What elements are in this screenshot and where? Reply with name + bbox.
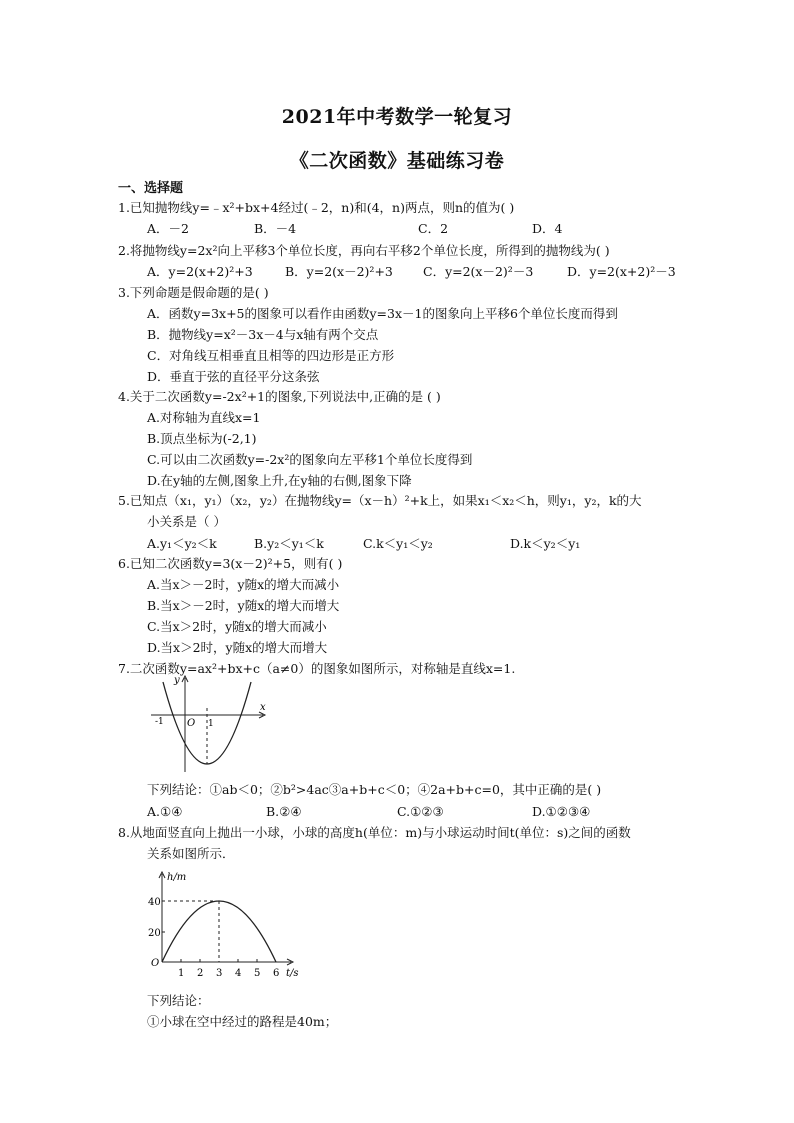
q2-stem: 2.将抛物线y=2x²向上平移3个单位长度，再向右平移2个单位长度，所得到的抛物线为( ) xyxy=(118,243,610,258)
q1-option-b: B．－4 xyxy=(254,221,297,236)
q6-option-c: C.当x＞2时，y随x的增大而减小 xyxy=(147,619,327,634)
q1-stem: 1.已知抛物线y=﹣x²+bx+4经过(﹣2，n)和(4，n)两点，则n的值为( ) xyxy=(118,200,515,215)
q7-origin-label: O xyxy=(187,718,196,729)
q6-option-b: B.当x＞－2时，y随x的增大而增大 xyxy=(147,598,340,613)
q8-y-label: h/m xyxy=(167,872,187,883)
q7-conclusion: 下列结论：①ab＜0；②b²>4ac③a+b+c＜0；④2a+b+c=0，其中正确的是( ) xyxy=(147,782,602,797)
q1-option-d: D．4 xyxy=(532,221,563,236)
q7-tick-1: 1 xyxy=(208,719,214,729)
q4-option-b: B.顶点坐标为(-2,1) xyxy=(147,431,257,446)
q7-parabola-figure xyxy=(143,672,273,776)
q7-option-a: A.①④ xyxy=(147,804,183,819)
q8-ytick-20: 20 xyxy=(148,928,161,939)
q8-conclusion-1: ①小球在空中经过的路程是40m； xyxy=(147,1014,338,1029)
q4-option-c: C.可以由二次函数y=-2x²的图象向左平移1个单位长度得到 xyxy=(147,452,473,467)
q7-stem: 7.二次函数y=ax²+bx+c（a≠0）的图象如图所示，对称轴是直线x=1. xyxy=(118,661,516,676)
q7-y-label: y xyxy=(174,675,180,686)
q6-option-d: D.当x＞2时，y随x的增大而增大 xyxy=(147,640,328,655)
q8-conclusion-title: 下列结论： xyxy=(147,993,210,1008)
q3-option-d: D．垂直于弦的直径平分这条弦 xyxy=(147,369,320,384)
q5-option-b: B.y₂＜y₁＜k xyxy=(254,536,324,551)
q8-xtick-4: 4 xyxy=(235,968,242,978)
q6-stem: 6.已知二次函数y=3(x－2)²+5，则有( ) xyxy=(118,556,343,571)
q8-xtick-5: 5 xyxy=(254,968,261,978)
q8-xtick-6: 6 xyxy=(273,968,280,978)
q8-height-time-figure xyxy=(145,866,305,978)
q8-stem-line1: 8.从地面竖直向上抛出一小球，小球的高度h(单位：m)与小球运动时间t(单位：s)之间的函数 xyxy=(118,825,631,840)
q3-stem: 3.下列命题是假命题的是( ) xyxy=(118,285,269,300)
q3-option-a: A．函数y=3x+5的图象可以看作由函数y=3x－1的图象向上平移6个单位长度而得到 xyxy=(147,306,618,321)
q1-option-a: A．－2 xyxy=(147,221,189,236)
q5-option-c: C.k＜y₁＜y₂ xyxy=(363,536,433,551)
q7-x-label: x xyxy=(260,702,266,713)
doc-title: 2021年中考数学一轮复习 xyxy=(281,106,513,128)
q4-stem: 4.关于二次函数y=-2x²+1的图象,下列说法中,正确的是 ( ) xyxy=(118,389,441,404)
q7-option-d: D.①②③④ xyxy=(532,804,591,819)
q8-xtick-1: 1 xyxy=(178,968,185,978)
q8-stem-line2: 关系如图所示． xyxy=(147,846,235,861)
q8-x-label: t/s xyxy=(286,968,299,978)
q2-option-a: A．y=2(x+2)²+3 xyxy=(147,264,253,279)
q7-option-b: B.②④ xyxy=(266,804,302,819)
q7-tick-neg1: -1 xyxy=(155,717,164,727)
q2-option-b: B．y=2(x－2)²+3 xyxy=(285,264,393,279)
q2-option-d: D．y=2(x+2)²－3 xyxy=(567,264,676,279)
q8-origin-label: O xyxy=(151,958,160,969)
q7-option-c: C.①②③ xyxy=(397,804,444,819)
q8-xtick-3: 3 xyxy=(216,968,223,978)
q1-option-c: C．2 xyxy=(418,221,449,236)
q8-xtick-2: 2 xyxy=(197,968,204,978)
q6-option-a: A.当x＞－2时，y随x的增大而减小 xyxy=(147,577,340,592)
q4-option-d: D.在y轴的左侧,图象上升,在y轴的右侧,图象下降 xyxy=(147,473,412,488)
q5-option-d: D.k＜y₂＜y₁ xyxy=(510,536,581,551)
q3-option-c: C．对角线互相垂直且相等的四边形是正方形 xyxy=(147,348,395,363)
q5-stem-line2: 小关系是（ ） xyxy=(147,514,226,529)
q4-option-a: A.对称轴为直线x=1 xyxy=(147,410,261,425)
doc-subtitle: 《二次函数》基础练习卷 xyxy=(289,150,505,172)
section-heading: 一、选择题 xyxy=(118,181,184,196)
q5-stem-line1: 5.已知点（x₁，y₁）（x₂，y₂）在抛物线y=（x－h）²+k上，如果x₁＜x₂＜h，则y₁，y₂，k的大 xyxy=(118,493,642,508)
q2-option-c: C．y=2(x－2)²－3 xyxy=(423,264,534,279)
q3-option-b: B．抛物线y=x²－3x－4与x轴有两个交点 xyxy=(147,327,379,342)
q5-option-a: A.y₁＜y₂＜k xyxy=(147,536,217,551)
q8-ytick-40: 40 xyxy=(148,897,161,908)
